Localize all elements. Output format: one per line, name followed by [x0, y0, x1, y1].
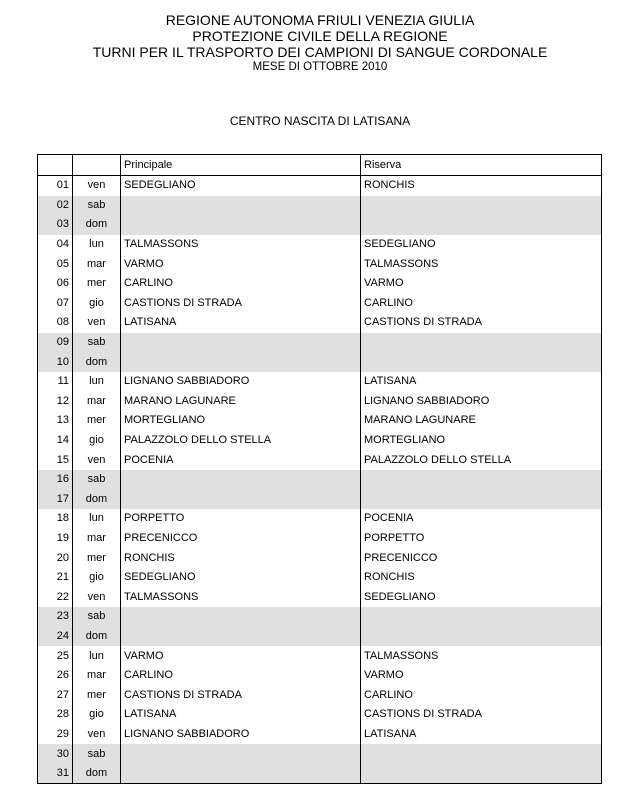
day-number-cell: 04 [38, 235, 73, 255]
riserva-cell: POCENIA [361, 509, 602, 529]
table-row [38, 568, 602, 588]
day-number-cell: 05 [38, 254, 73, 274]
principale-cell [121, 627, 361, 647]
centre-title: CENTRO NASCITA DI LATISANA [229, 114, 411, 128]
weekday-cell: mer [73, 685, 121, 705]
day-number-cell: 28 [38, 705, 73, 725]
principale-cell: TALMASSONS [121, 587, 361, 607]
day-number-cell: 09 [38, 333, 73, 353]
weekday-cell: gio [73, 705, 121, 725]
day-number-cell: 17 [38, 490, 73, 510]
principale-cell: LATISANA [121, 313, 361, 333]
principale-cell: CASTIONS DI STRADA [121, 685, 361, 705]
table-row [38, 725, 602, 745]
day-number-cell: 18 [38, 509, 73, 529]
weekday-cell: sab [73, 196, 121, 216]
day-number-cell: 26 [38, 666, 73, 686]
day-number-cell: 16 [38, 470, 73, 490]
weekday-cell: mer [73, 274, 121, 294]
principale-cell: CASTIONS DI STRADA [121, 294, 361, 314]
day-number-cell: 15 [38, 450, 73, 470]
table-row [38, 548, 602, 568]
table-row [38, 509, 602, 529]
weekday-cell: mar [73, 392, 121, 412]
principale-cell: TALMASSONS [121, 235, 361, 255]
day-number-cell: 07 [38, 294, 73, 314]
principale-cell [121, 490, 361, 510]
riserva-cell [361, 352, 602, 372]
principale-cell: LIGNANO SABBIADORO [121, 372, 361, 392]
weekday-cell: gio [73, 431, 121, 451]
principale-cell: MORTEGLIANO [121, 411, 361, 431]
riserva-cell [361, 627, 602, 647]
day-number-cell: 25 [38, 646, 73, 666]
riserva-cell [361, 333, 602, 353]
table-row [38, 529, 602, 549]
weekday-cell: sab [73, 744, 121, 764]
principale-cell: PRECENICCO [121, 529, 361, 549]
riserva-cell [361, 607, 602, 627]
weekday-cell: mar [73, 666, 121, 686]
riserva-cell: CARLINO [361, 685, 602, 705]
weekday-cell: ven [73, 176, 121, 196]
principale-cell: PORPETTO [121, 509, 361, 529]
day-number-cell: 29 [38, 725, 73, 745]
principale-cell: VARMO [121, 646, 361, 666]
table-row [38, 705, 602, 725]
day-number-cell: 23 [38, 607, 73, 627]
weekday-cell: sab [73, 470, 121, 490]
header-region: REGIONE AUTONOMA FRIULI VENEZIA GIULIA [165, 12, 475, 28]
day-number-cell: 14 [38, 431, 73, 451]
table-row [38, 627, 602, 647]
riserva-cell [361, 215, 602, 235]
table-row [38, 411, 602, 431]
principale-cell [121, 607, 361, 627]
principale-cell [121, 333, 361, 353]
principale-cell: CARLINO [121, 274, 361, 294]
principale-cell: LIGNANO SABBIADORO [121, 725, 361, 745]
table-header-row [38, 155, 602, 176]
weekday-cell: sab [73, 607, 121, 627]
riserva-cell: TALMASSONS [361, 646, 602, 666]
column-header-principale: Principale [121, 155, 361, 176]
riserva-cell: LATISANA [361, 725, 602, 745]
day-number-cell: 11 [38, 372, 73, 392]
riserva-cell: LIGNANO SABBIADORO [361, 392, 602, 412]
principale-cell: VARMO [121, 254, 361, 274]
day-number-cell: 02 [38, 196, 73, 216]
day-number-cell: 24 [38, 627, 73, 647]
day-number-cell: 13 [38, 411, 73, 431]
table-row [38, 490, 602, 510]
principale-cell [121, 470, 361, 490]
day-number-cell: 21 [38, 568, 73, 588]
riserva-cell: CASTIONS DI STRADA [361, 705, 602, 725]
weekday-cell: mer [73, 548, 121, 568]
weekday-cell: lun [73, 235, 121, 255]
riserva-cell [361, 470, 602, 490]
table-row [38, 470, 602, 490]
table-row [38, 235, 602, 255]
principale-cell [121, 744, 361, 764]
day-number-cell: 22 [38, 587, 73, 607]
table-row [38, 313, 602, 333]
table-row [38, 196, 602, 216]
riserva-cell: LATISANA [361, 372, 602, 392]
principale-cell [121, 764, 361, 784]
schedule-table [37, 154, 602, 784]
table-row [38, 392, 602, 412]
riserva-cell [361, 196, 602, 216]
table-row [38, 215, 602, 235]
riserva-cell: PALAZZOLO DELLO STELLA [361, 450, 602, 470]
day-number-cell: 01 [38, 176, 73, 196]
weekday-cell: dom [73, 764, 121, 784]
document-header [0, 12, 640, 75]
day-number-cell: 06 [38, 274, 73, 294]
principale-cell [121, 215, 361, 235]
principale-cell [121, 196, 361, 216]
principale-cell [121, 352, 361, 372]
weekday-cell: lun [73, 646, 121, 666]
header-title: TURNI PER IL TRASPORTO DEI CAMPIONI DI SANGUE CORDONALE [92, 44, 548, 60]
table-row [38, 685, 602, 705]
day-number-cell: 10 [38, 352, 73, 372]
day-number-cell: 12 [38, 392, 73, 412]
table-row [38, 587, 602, 607]
weekday-cell: lun [73, 372, 121, 392]
weekday-cell: gio [73, 294, 121, 314]
day-number-cell: 30 [38, 744, 73, 764]
table-row [38, 372, 602, 392]
principale-cell: SEDEGLIANO [121, 176, 361, 196]
weekday-cell: ven [73, 313, 121, 333]
day-number-cell: 31 [38, 764, 73, 784]
principale-cell: MARANO LAGUNARE [121, 392, 361, 412]
riserva-cell [361, 490, 602, 510]
table-row [38, 764, 602, 784]
table-row [38, 450, 602, 470]
weekday-cell: mer [73, 411, 121, 431]
day-number-cell: 20 [38, 548, 73, 568]
table-row [38, 274, 602, 294]
table-row [38, 744, 602, 764]
table-row [38, 431, 602, 451]
column-header-riserva: Riserva [361, 155, 602, 176]
day-number-cell: 27 [38, 685, 73, 705]
table-row [38, 646, 602, 666]
weekday-cell: mar [73, 254, 121, 274]
weekday-cell: dom [73, 352, 121, 372]
principale-cell: LATISANA [121, 705, 361, 725]
principale-cell: POCENIA [121, 450, 361, 470]
table-row [38, 294, 602, 314]
weekday-cell: lun [73, 509, 121, 529]
table-row [38, 254, 602, 274]
riserva-cell: VARMO [361, 274, 602, 294]
table-row [38, 176, 602, 196]
riserva-cell [361, 744, 602, 764]
riserva-cell: RONCHIS [361, 176, 602, 196]
column-header-number [38, 155, 73, 176]
riserva-cell: CASTIONS DI STRADA [361, 313, 602, 333]
riserva-cell: VARMO [361, 666, 602, 686]
principale-cell: PALAZZOLO DELLO STELLA [121, 431, 361, 451]
table-row [38, 666, 602, 686]
riserva-cell: PRECENICCO [361, 548, 602, 568]
principale-cell: CARLINO [121, 666, 361, 686]
weekday-cell: dom [73, 215, 121, 235]
weekday-cell: gio [73, 568, 121, 588]
header-month: MESE DI OTTOBRE 2010 [252, 61, 388, 73]
riserva-cell: RONCHIS [361, 568, 602, 588]
weekday-cell: dom [73, 627, 121, 647]
column-header-day [73, 155, 121, 176]
day-number-cell: 19 [38, 529, 73, 549]
weekday-cell: ven [73, 587, 121, 607]
riserva-cell: TALMASSONS [361, 254, 602, 274]
weekday-cell: mar [73, 529, 121, 549]
riserva-cell: MORTEGLIANO [361, 431, 602, 451]
day-number-cell: 08 [38, 313, 73, 333]
weekday-cell: ven [73, 450, 121, 470]
day-number-cell: 03 [38, 215, 73, 235]
riserva-cell [361, 764, 602, 784]
weekday-cell: sab [73, 333, 121, 353]
principale-cell: RONCHIS [121, 548, 361, 568]
principale-cell: SEDEGLIANO [121, 568, 361, 588]
table-row [38, 607, 602, 627]
riserva-cell: SEDEGLIANO [361, 587, 602, 607]
riserva-cell: CARLINO [361, 294, 602, 314]
riserva-cell: PORPETTO [361, 529, 602, 549]
riserva-cell: MARANO LAGUNARE [361, 411, 602, 431]
riserva-cell: SEDEGLIANO [361, 235, 602, 255]
table-row [38, 352, 602, 372]
weekday-cell: ven [73, 725, 121, 745]
weekday-cell: dom [73, 490, 121, 510]
header-department: PROTEZIONE CIVILE DELLA REGIONE [192, 28, 448, 44]
table-row [38, 333, 602, 353]
